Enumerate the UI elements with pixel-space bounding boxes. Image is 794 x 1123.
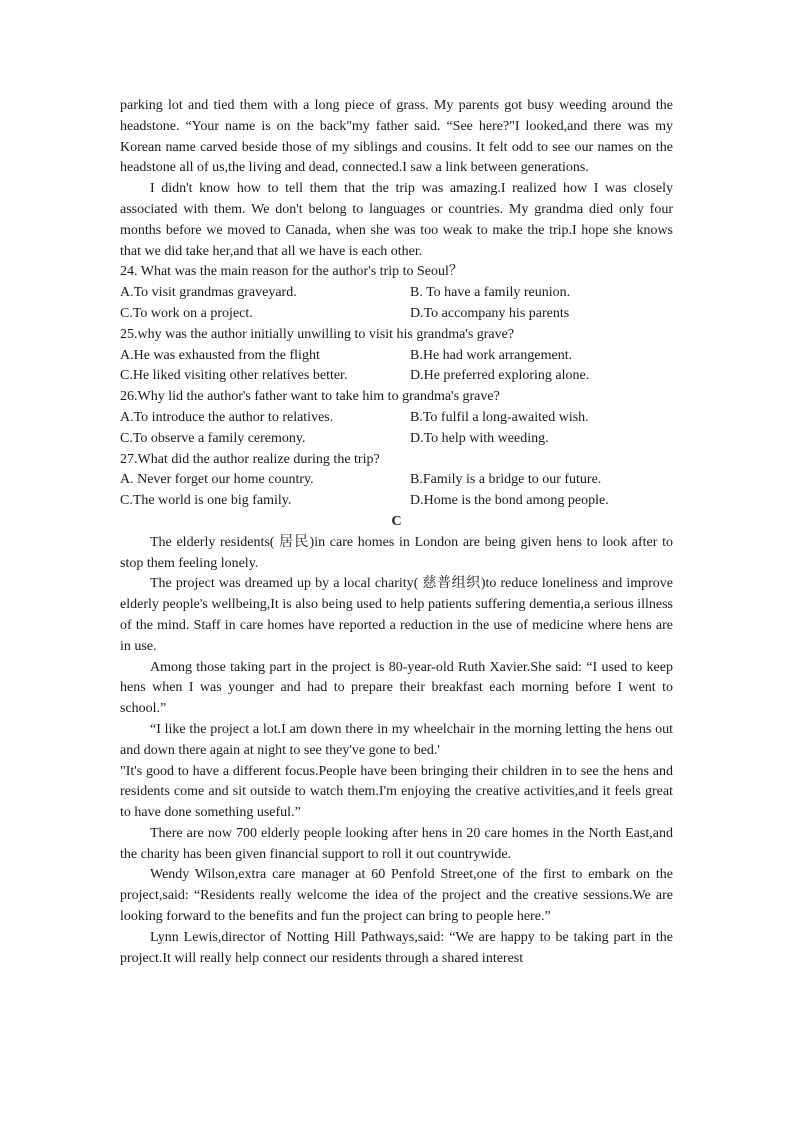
option-row bbox=[120, 283, 673, 304]
option-b: B. To have a family reunion. bbox=[410, 285, 571, 301]
section-c-heading: C bbox=[391, 513, 402, 529]
question-stem: 26.Why lid the author's father want to take him to grandma's grave? bbox=[120, 389, 500, 405]
option-row bbox=[120, 429, 673, 450]
option-b: B.Family is a bridge to our future. bbox=[410, 472, 602, 488]
passage-c-paragraph: The elderly residents( 居民)in care homes in London are being given hens to look after to stop them feeling lonely. bbox=[120, 534, 673, 571]
option-row bbox=[120, 470, 673, 491]
option-d: D.To help with weeding. bbox=[410, 430, 549, 446]
question-25 bbox=[120, 325, 673, 387]
question-stem: 24. What was the main reason for the author's trip to Seoul？ bbox=[120, 264, 463, 280]
option-c: C.To work on a project. bbox=[120, 305, 253, 321]
option-a: A.He was exhausted from the flight bbox=[120, 347, 320, 363]
question-26 bbox=[120, 387, 673, 449]
passage-c-paragraph: Wendy Wilson,extra care manager at 60 Penfold Street,one of the first to embark on the project,said: “Residents really welcome the idea of the project and the creative sessions.We are looking forward to the benefits and fun the project can bring to people here.” bbox=[120, 867, 673, 925]
question-27 bbox=[120, 450, 673, 512]
option-row bbox=[120, 346, 673, 367]
option-d: D.To accompany his parents bbox=[410, 305, 570, 321]
passage-c-paragraph: The project was dreamed up by a local charity( 慈普组织)to reduce loneliness and improve elderly people's wellbeing,It is also being used to help patients suffering dementia,a serious illness of the mind. Staff in care homes have reported a reduction in the use of medicine where hens are in use. bbox=[120, 576, 673, 654]
passage-c-paragraph: “I like the project a lot.I am down there in my wheelchair in the morning letting the hens out and down there again at night to see they've gone to bed.' bbox=[120, 721, 673, 758]
option-c: C.He liked visiting other relatives better. bbox=[120, 368, 348, 384]
question-stem: 27.What did the author realize during the trip? bbox=[120, 451, 380, 467]
passage-c-paragraph: Lynn Lewis,director of Notting Hill Pathways,said: “We are happy to be taking part in the project.It will really help connect our residents through a shared interest bbox=[120, 929, 673, 966]
question-24 bbox=[120, 262, 673, 324]
option-row bbox=[120, 491, 673, 512]
passage-c-paragraph: "It's good to have a different focus.People have been bringing their children in to see the hens and residents come and sit outside to watch them.I'm enjoying the creative activities,and it feels great to have done something useful.” bbox=[120, 763, 673, 821]
option-c: C.To observe a family ceremony. bbox=[120, 430, 306, 446]
option-c: C.The world is one big family. bbox=[120, 493, 292, 509]
passage-b-paragraph-1: parking lot and tied them with a long piece of grass. My parents got busy weeding around the headstone. “Your name is on the back"my father said. “See here?"I looked,and there was my Korean name carved beside those of my siblings and cousins. It felt odd to see our names on the headstone all of us,the living and dead, connected.I saw a link between generations. bbox=[120, 98, 673, 176]
passage-c-paragraph: There are now 700 elderly people looking after hens in 20 care homes in the North East,and the charity has been given financial support to roll it out countrywide. bbox=[120, 825, 673, 862]
option-a: A.To visit grandmas graveyard. bbox=[120, 285, 297, 301]
passage-b-paragraph-2: I didn't know how to tell them that the trip was amazing.I realized how I was closely associated with them. We don't belong to languages or countries. My grandma died only four months before we moved to Canada, when she was too weak to make the trip.I hope she knows that we did take her,and that all we have is each other. bbox=[120, 181, 673, 259]
option-b: B.To fulfil a long-awaited wish. bbox=[410, 409, 589, 425]
option-a: A.To introduce the author to relatives. bbox=[120, 409, 334, 425]
option-a: A. Never forget our home country. bbox=[120, 472, 314, 488]
option-b: B.He had work arrangement. bbox=[410, 347, 573, 363]
option-row bbox=[120, 304, 673, 325]
option-d: D.He preferred exploring alone. bbox=[410, 368, 590, 384]
question-stem: 25.why was the author initially unwilling to visit his grandma's grave? bbox=[120, 326, 515, 342]
page-content bbox=[120, 96, 673, 969]
option-d: D.Home is the bond among people. bbox=[410, 493, 609, 509]
option-row bbox=[120, 408, 673, 429]
passage-c-paragraph: Among those taking part in the project is 80-year-old Ruth Xavier.She said: “I used to keep hens when I was younger and had to prepare their breakfast each morning before I went to school.” bbox=[120, 659, 673, 717]
option-row bbox=[120, 366, 673, 387]
